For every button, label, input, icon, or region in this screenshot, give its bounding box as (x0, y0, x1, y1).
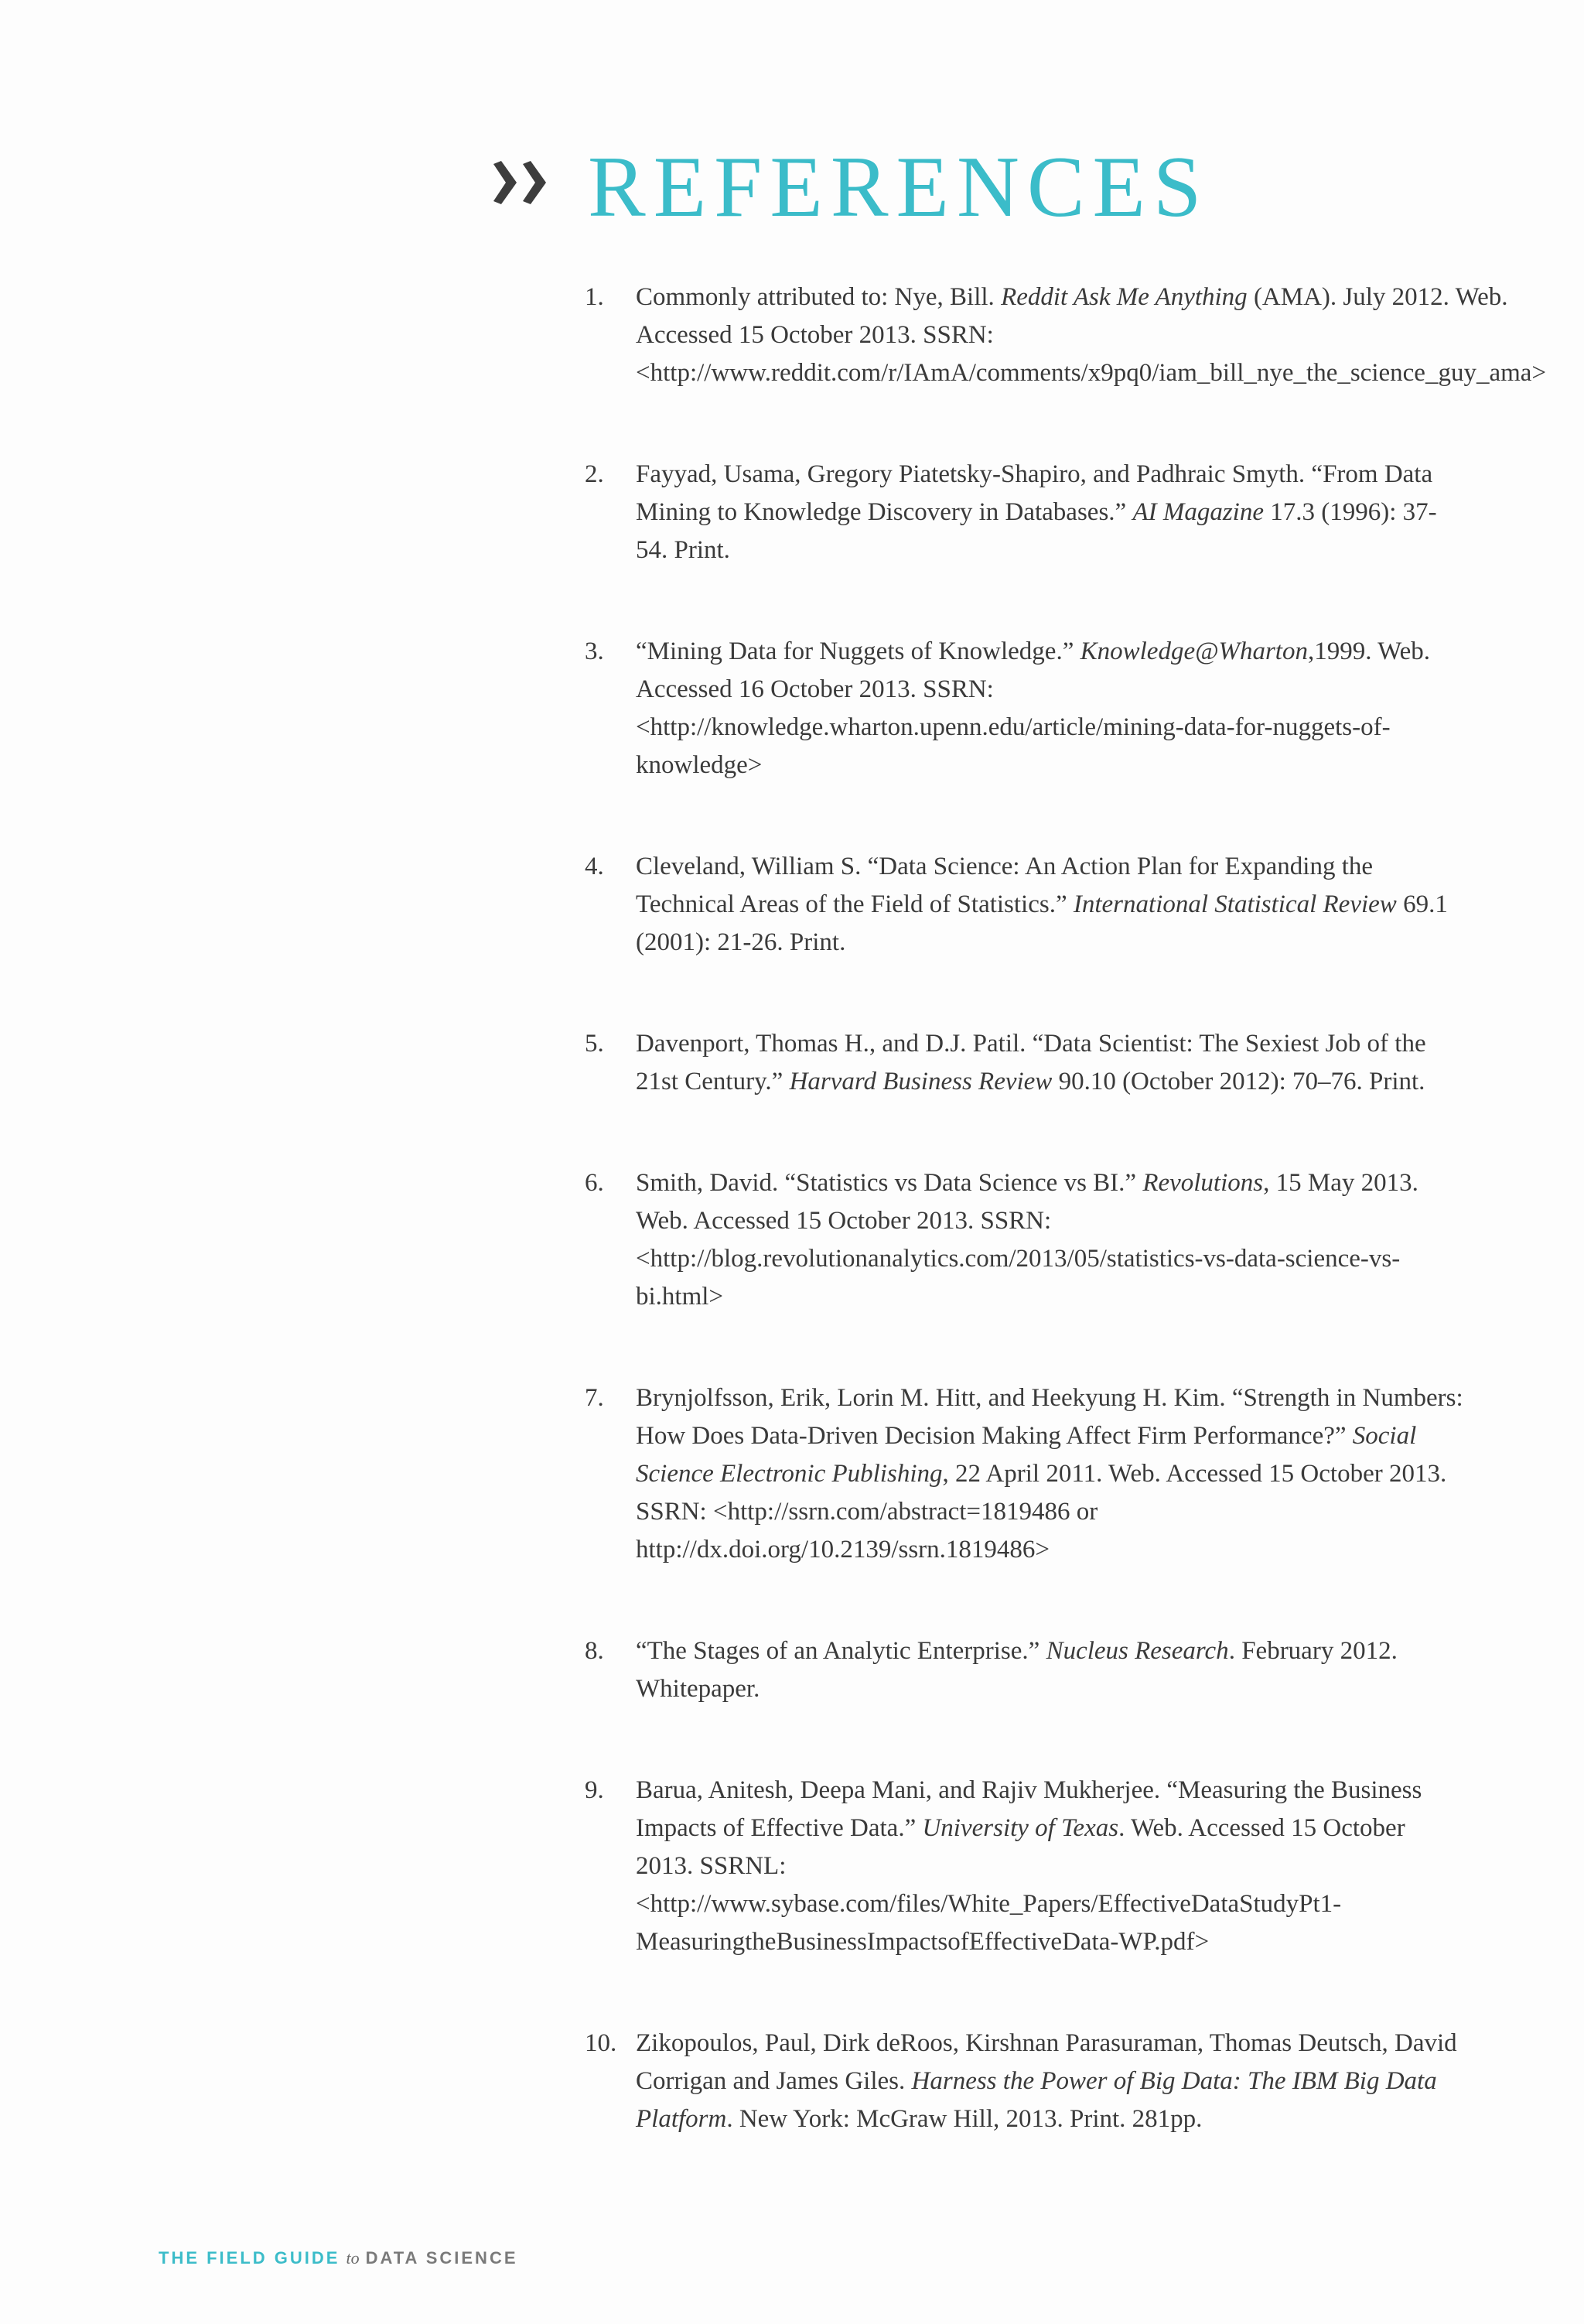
reference-source-title: Harness the Power of Big Data: The IBM Big Data Platform (636, 2067, 1437, 2133)
reference-item (585, 1164, 1466, 1316)
reference-text-segment: 69.1 (2001): 21-26. Print. (636, 890, 1455, 956)
reference-text (636, 848, 1466, 962)
reference-source-title: Social Science Electronic Publishing (636, 1422, 1417, 1488)
reference-text-segment: (AMA). July 2012. Web. Accessed 15 October 2013. SSRN: <http://www.reddit.com/r/IAmA/comments/x9pq0/iam_bill_nye_the_science_guy_ama> (636, 283, 1547, 387)
page-title: REFERENCES (588, 139, 1210, 235)
reference-text-segment: Cleveland, William S. “Data Science: An Action Plan for Expanding the Technical Areas of the Field of Statistics.” (636, 853, 1379, 918)
reference-number: 2. (585, 460, 604, 488)
reference-text-segment: . New York: McGraw Hill, 2013. Print. 281pp. (726, 2105, 1203, 2133)
reference-source-title: Harvard Business Review (789, 1068, 1053, 1095)
reference-item (585, 633, 1466, 784)
reference-text-segment: “Mining Data for Nuggets of Knowledge.” (636, 637, 1080, 665)
reference-number: 1. (585, 283, 604, 311)
reference-item (585, 279, 1547, 392)
reference-text-segment: Davenport, Thomas H., and D.J. Patil. “Data Scientist: The Sexiest Job of the 21st Century.” (636, 1030, 1432, 1095)
footer-connector: to (346, 2248, 360, 2268)
reference-text (636, 1164, 1466, 1316)
reference-item (585, 2025, 1466, 2138)
reference-number: 6. (585, 1169, 604, 1197)
reference-text-segment: 17.3 (1996): 37-54. Print. (636, 498, 1437, 564)
reference-text-segment: , 15 May 2013. Web. Accessed 15 October 2013. SSRN:<http://blog.revolutionanalytics.com/2013/05/statistics-vs-data-science-vs-bi.html> (636, 1169, 1425, 1311)
reference-text (636, 1772, 1466, 1961)
reference-source-title: Revolutions (1142, 1169, 1264, 1197)
reference-list (585, 279, 1547, 2202)
reference-number: 7. (585, 1384, 604, 1412)
reference-item (585, 456, 1466, 569)
reference-text (636, 279, 1546, 392)
reference-number: 9. (585, 1776, 604, 1804)
reference-text (636, 633, 1466, 784)
reference-item (585, 1772, 1466, 1961)
reference-item (585, 1632, 1466, 1708)
reference-text-segment: , 22 April 2011. Web. Accessed 15 October 2013. SSRN: <http://ssrn.com/abstract=1819486 or http://dx.doi.org/10.2139/ssrn.1819486> (636, 1460, 1453, 1564)
reference-text-segment: 90.10 (October 2012): 70–76. Print. (1052, 1068, 1425, 1095)
reference-item (585, 1379, 1470, 1569)
reference-source-title: Reddit Ask Me Anything (1001, 283, 1248, 311)
reference-text-segment: “The Stages of an Analytic Enterprise.” (636, 1637, 1046, 1665)
reference-number: 8. (585, 1637, 604, 1665)
reference-source-title: Knowledge@Wharton (1080, 637, 1308, 665)
reference-text-segment: Commonly attributed to: Nye, Bill. (636, 283, 1002, 311)
reference-source-title: University of Texas (922, 1814, 1119, 1842)
reference-source-title: Nucleus Research (1046, 1637, 1229, 1665)
reference-number: 10. (585, 2029, 617, 2057)
footer-subject: DATA SCIENCE (365, 2248, 518, 2268)
reference-source-title: International Statistical Review (1073, 890, 1397, 918)
reference-text-segment: Fayyad, Usama, Gregory Piatetsky-Shapiro, and Padhraic Smyth. “From Data Mining to Knowledge Discovery in Databases.” (636, 460, 1439, 526)
reference-item (585, 1025, 1466, 1101)
reference-text (636, 1025, 1466, 1101)
reference-item (585, 848, 1466, 962)
reference-text-segment: Brynjolfsson, Erik, Lorin M. Hitt, and Heekyung H. Kim. “Strength in Numbers: How Does Data-Driven Decision Making Affect Firm Performance?” (636, 1384, 1470, 1450)
reference-text-segment: . Web. Accessed 15 October 2013. SSRNL: <http://www.sybase.com/files/White_Papers/EffectiveDataStudyPt1-MeasuringtheBusinessImpactsofEffectiveData-WP.pdf> (636, 1814, 1412, 1956)
footer-title: THE FIELD GUIDE (159, 2248, 340, 2268)
reference-source-title: AI Magazine (1132, 498, 1264, 526)
footer (159, 2248, 518, 2268)
reference-text (636, 1632, 1466, 1708)
double-chevron-right-icon (493, 161, 554, 204)
reference-number: 3. (585, 637, 604, 665)
reference-text (636, 2025, 1466, 2138)
reference-text-segment: ,1999. Web. Accessed 16 October 2013. SSRN: <http://knowledge.wharton.upenn.edu/article/mining-data-for-nuggets-of-knowledge> (636, 637, 1436, 779)
reference-number: 5. (585, 1030, 604, 1058)
reference-text (636, 456, 1466, 569)
reference-text-segment: Smith, David. “Statistics vs Data Science vs BI.” (636, 1169, 1143, 1197)
reference-text (636, 1379, 1470, 1569)
reference-text-segment: . February 2012. Whitepaper. (636, 1637, 1404, 1703)
reference-number: 4. (585, 853, 604, 880)
reference-text-segment: Barua, Anitesh, Deepa Mani, and Rajiv Mukherjee. “Measuring the Business Impacts of Effective Data.” (636, 1776, 1429, 1842)
reference-text-segment: Zikopoulos, Paul, Dirk deRoos, Kirshnan Parasuraman, Thomas Deutsch, David Corrigan and James Giles. (636, 2029, 1463, 2095)
